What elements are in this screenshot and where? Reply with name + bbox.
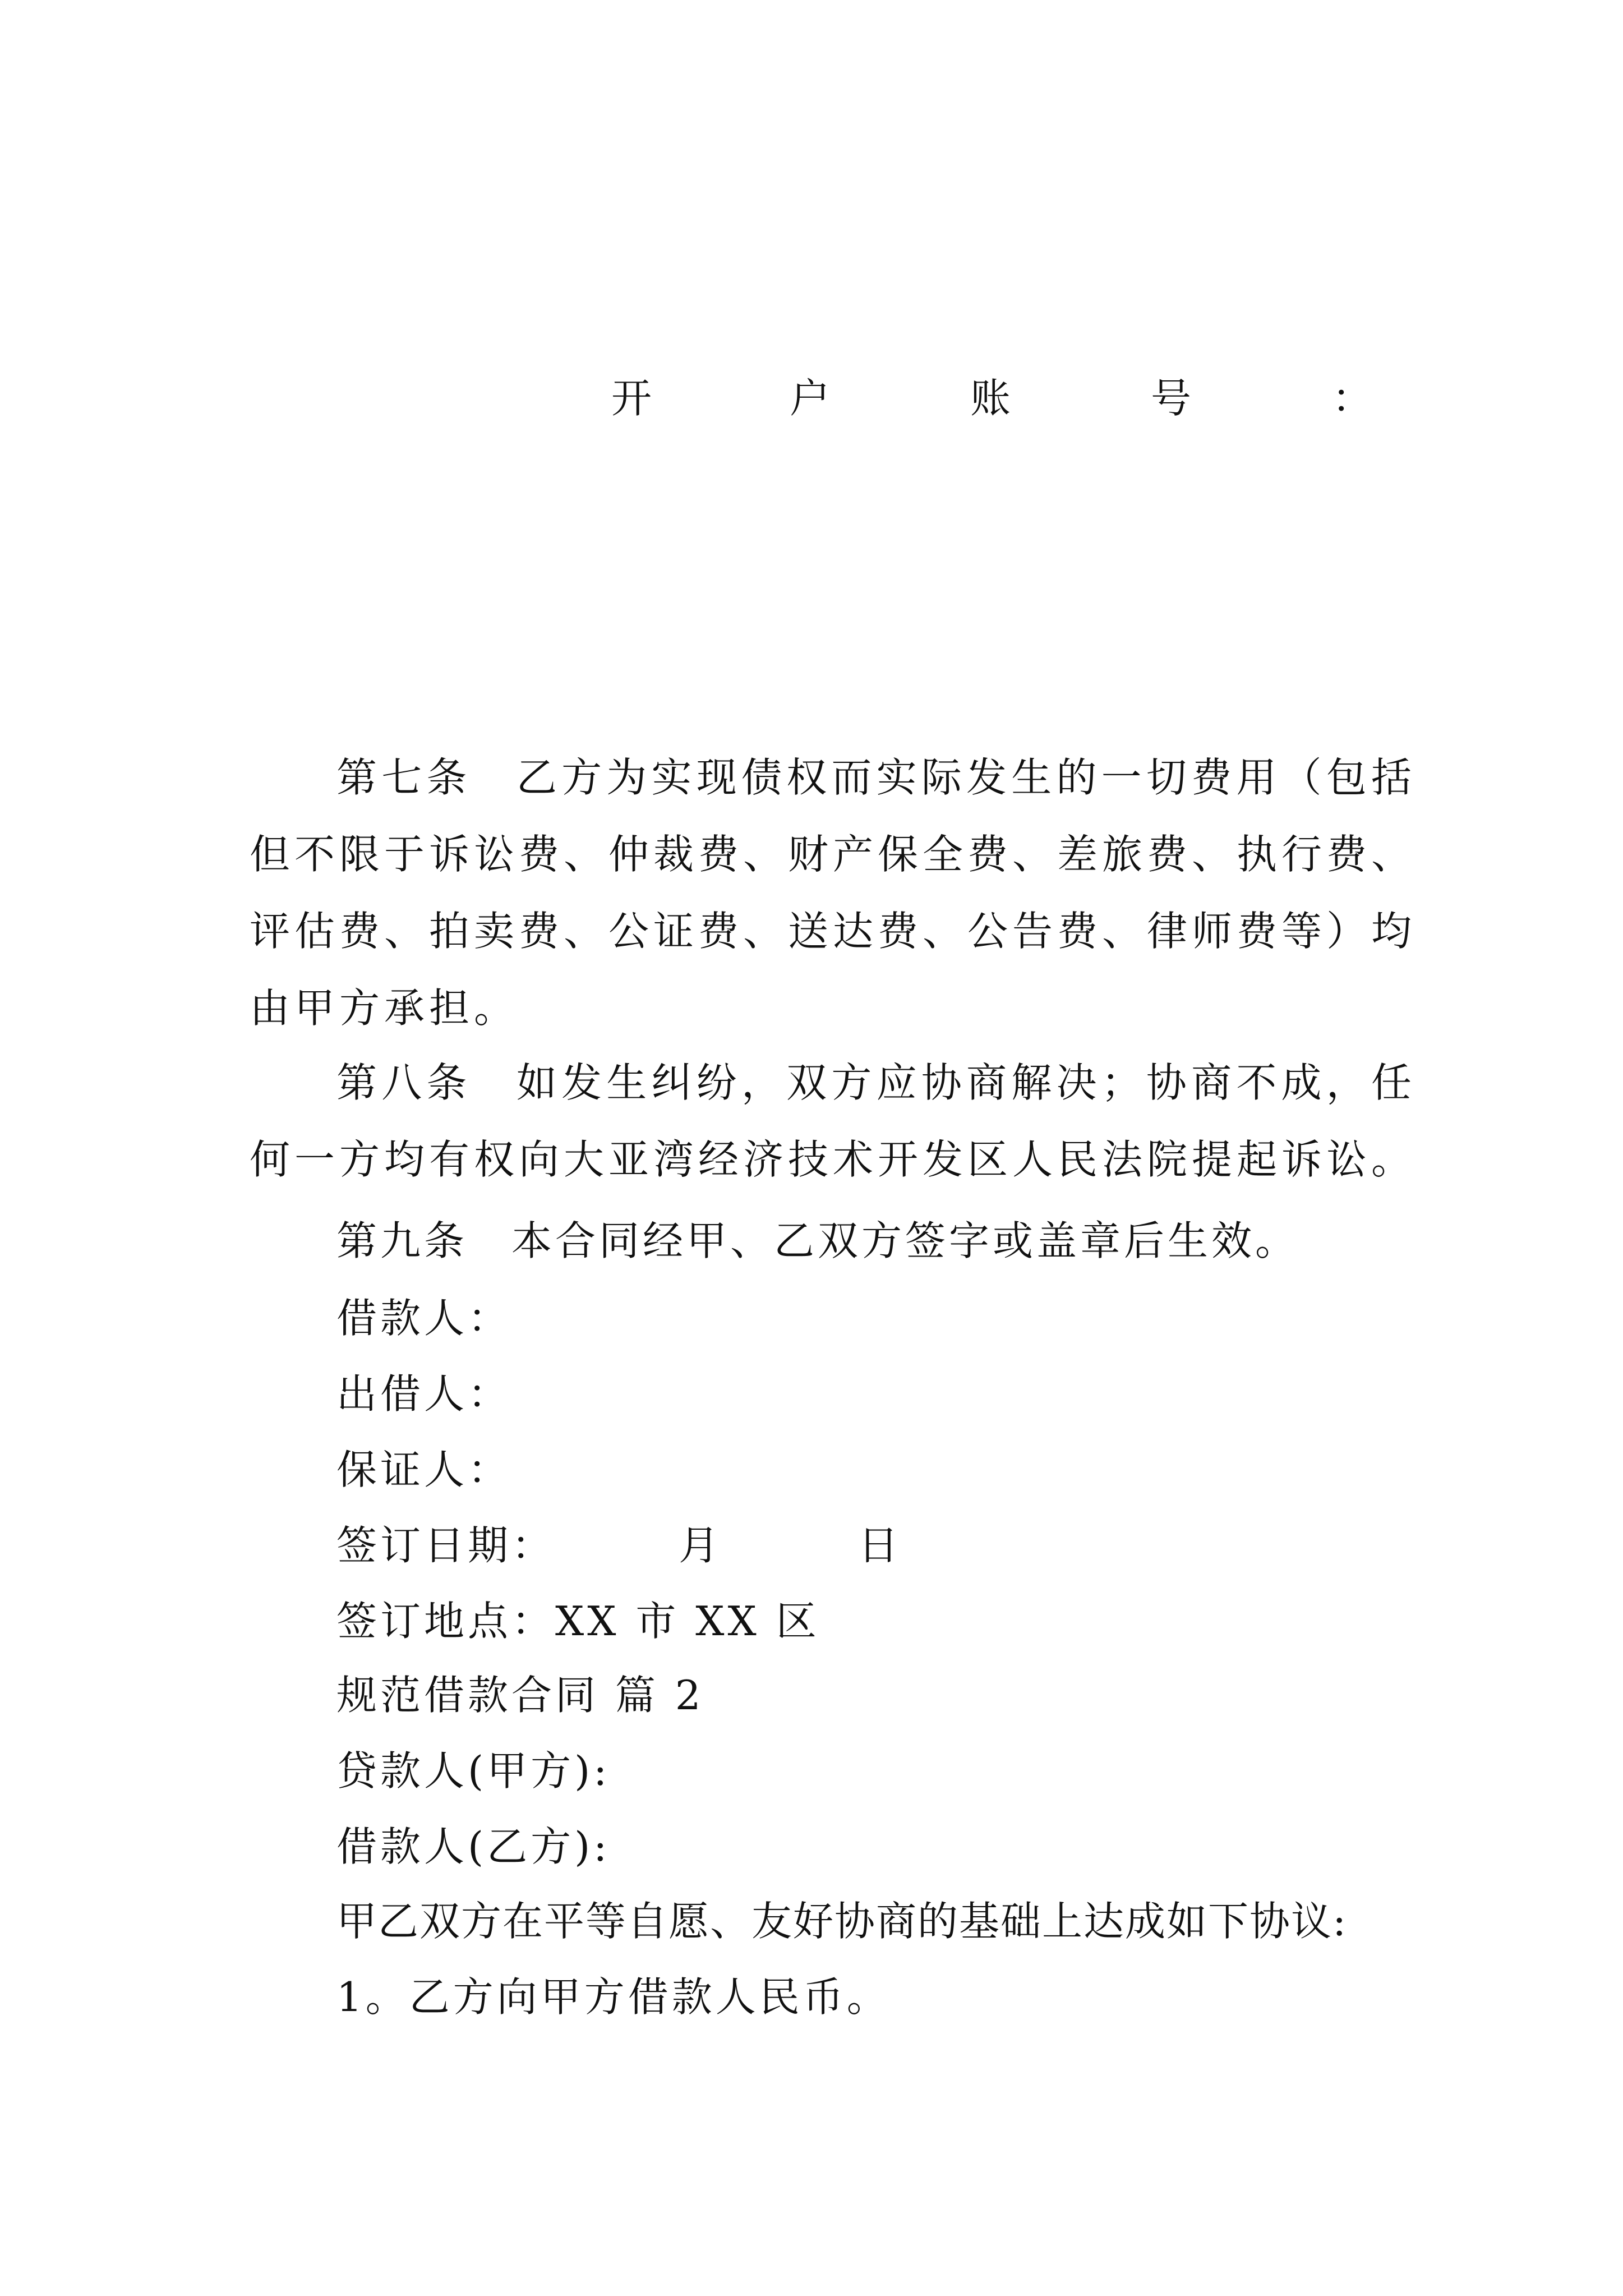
article-7: 第七条 乙方为实现债权而实际发生的一切费用（包括但不限于诉讼费、仲裁费、财产保全费、差旅费、执行费、评估费、拍卖费、公证费、送达费、公告费、律师费等）均由甲方承担。 (250, 754, 1417, 1032)
account-char-1: 开 (611, 375, 652, 422)
section-2-title: 规范借款合同 篇 2 (336, 1672, 704, 1719)
signing-date-day: 日 (858, 1522, 902, 1569)
account-char-2: 户 (790, 375, 831, 422)
section-2-lender: 贷款人(甲方): (336, 1747, 611, 1795)
section-2-intro: 甲乙双方在平等自愿、友好协商的基础上达成如下协议: (336, 1898, 1348, 1945)
guarantor-signature-label: 保证人： (336, 1446, 512, 1493)
article-8: 第八条 如发生纠纷，双方应协商解决；协商不成，任何一方均有权向大亚湾经济技术开发区人民法院提起诉讼。 (250, 1059, 1417, 1183)
account-char-4: 号 (1151, 375, 1192, 422)
borrower-signature-label: 借款人： (336, 1295, 512, 1342)
account-char-3: 账 (970, 375, 1011, 422)
account-colon: ： (1332, 375, 1373, 422)
signing-place: 签订地点：XX 市 XX 区 (336, 1598, 820, 1645)
lender-signature-label: 出借人： (336, 1370, 512, 1418)
account-number-row (0, 365, 1623, 432)
section-2-borrower: 借款人(乙方): (336, 1823, 611, 1870)
signing-date-month: 月 (679, 1522, 723, 1569)
signing-date-label: 签订日期： (336, 1522, 556, 1569)
article-9: 第九条 本合同经甲、乙双方签字或盖章后生效。 (336, 1217, 1299, 1264)
signing-date-row (336, 1512, 1009, 1579)
section-2-item-1: 1。乙方向甲方借款人民币。 (336, 1973, 891, 2021)
